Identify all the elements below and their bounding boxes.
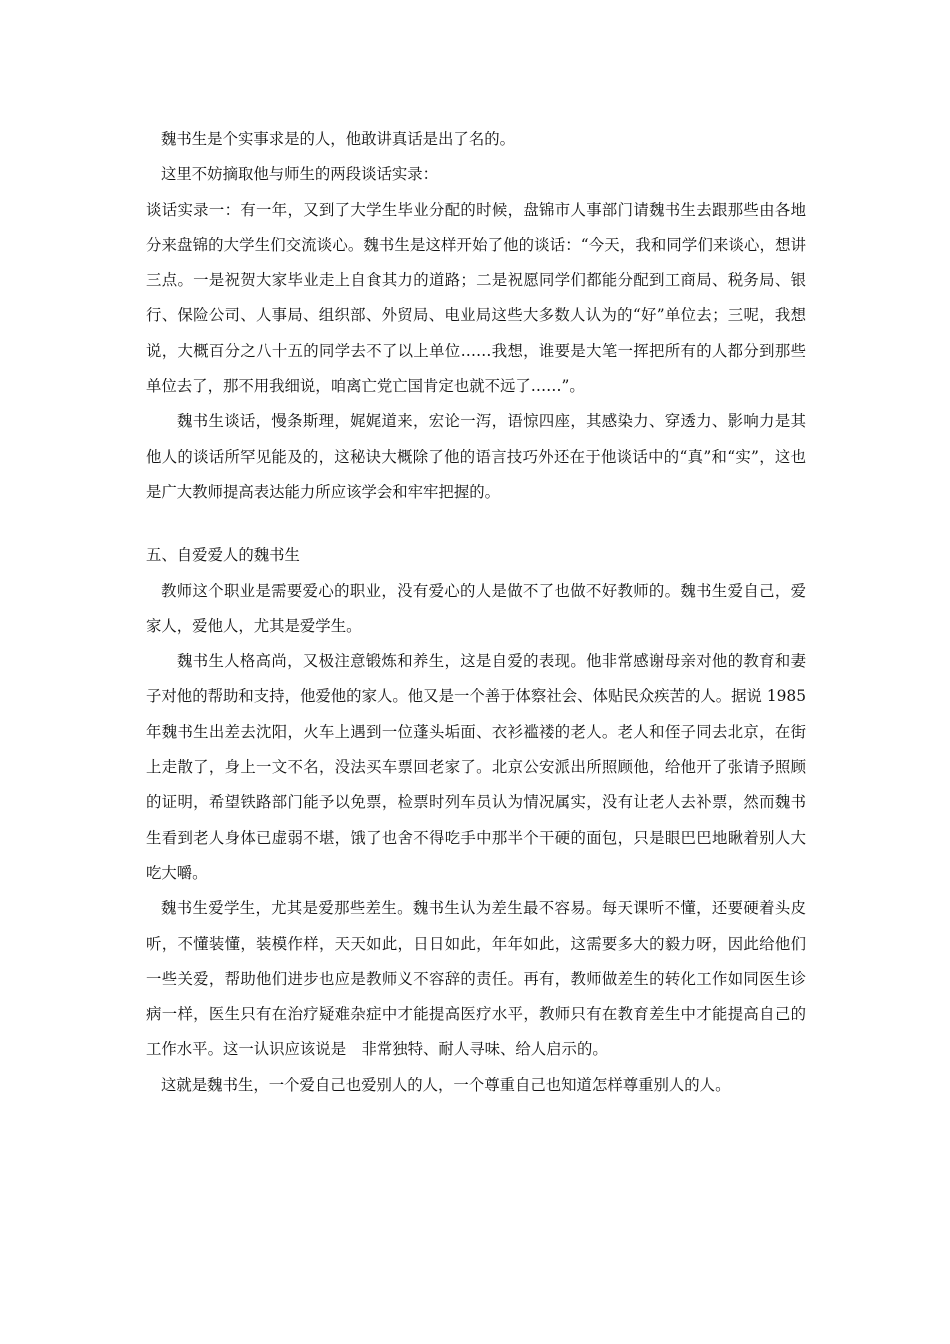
paragraph-dialogue-record: 谈话实录一：有一年，又到了大学生毕业分配的时候，盘锦市人事部门请魏书生去跟那些由各地分来盘锦的大学生们交流谈心。魏书生是这样开始了他的谈话：“今天，我和同学们来谈心，想讲三点。一是祝贺大家毕业走上自食其力的道路；二是祝愿同学们都能分配到工商局、税务局、银行、保险公司、人事局、组织部、外贸局、电业局这些大多数人认为的“好”单位去；三呢，我想说，大概百分之八十五的同学去不了以上单位……我想，谁要是大笔一挥把所有的人都分到那些单位去了，那不用我细说，咱离亡党亡国肯定也就不远了……”。 [146,200,806,396]
paragraph-love-intro: 教师这个职业是需要爱心的职业，没有爱心的人是做不了也做不好教师的。魏书生爱自己，爱家人，爱他人，尤其是爱学生。 [146,581,806,635]
paragraph-conclusion: 这就是魏书生，一个爱自己也爱别人的人，一个尊重自己也知道怎样尊重别人的人。 [161,1075,731,1094]
section-heading: 五、自爱爱人的魏书生 [146,546,300,565]
document-body [146,122,806,1103]
paragraph-love-students: 魏书生爱学生，尤其是爱那些差生。魏书生认为差生最不容易。每天课听不懂，还要硬着头皮听，不懂装懂，装模作样，天天如此，日日如此，年年如此，这需要多大的毅力呀，因此给他们一些关爱，帮助他们进步也应是教师义不容辞的责任。再有，教师做差生的转化工作如同医生诊病一样，医生只有在治疗疑难杂症中才能提高医疗水平，教师只有在教育差生中才能提高自己的工作水平。这一认识应该说是 非常独特、耐人寻味、给人启示的。 [146,899,806,1059]
paragraph-self-love: 魏书生人格高尚，又极注意锻炼和养生，这是自爱的表现。他非常感谢母亲对他的教育和妻子对他的帮助和支持，他爱他的家人。他又是一个善于体察社会、体贴民众疾苦的人。据说 1985 年魏书生出差去沈阳，火车上遇到一位蓬头垢面、衣衫褴褛的老人。老人和侄子同去北京，在街上走散了，身上一文不名，没法买车票回老家了。北京公安派出所照顾他，给他开了张请予照顾的证明，希望铁路部门能予以免票，检票时列车员认为情况属实，没有让老人去补票，然而魏书生看到老人身体已虚弱不堪，饿了也舍不得吃手中那半个干硬的面包，只是眼巴巴地瞅着别人大吃大嚼。 [146,652,806,882]
paragraph-speech-analysis: 魏书生谈话，慢条斯理，娓娓道来，宏论一泻，语惊四座，其感染力、穿透力、影响力是其他人的谈话所罕见能及的，这秘诀大概除了他的语言技巧外还在于他谈话中的“真”和“实”，这也是广大教师提高表达能力所应该学会和牢牢把握的。 [146,412,806,501]
paragraph-excerpt-lead: 这里不妨摘取他与师生的两段谈话实录： [161,165,439,184]
paragraph-intro: 魏书生是个实事求是的人，他敢讲真话是出了名的。 [161,130,515,148]
